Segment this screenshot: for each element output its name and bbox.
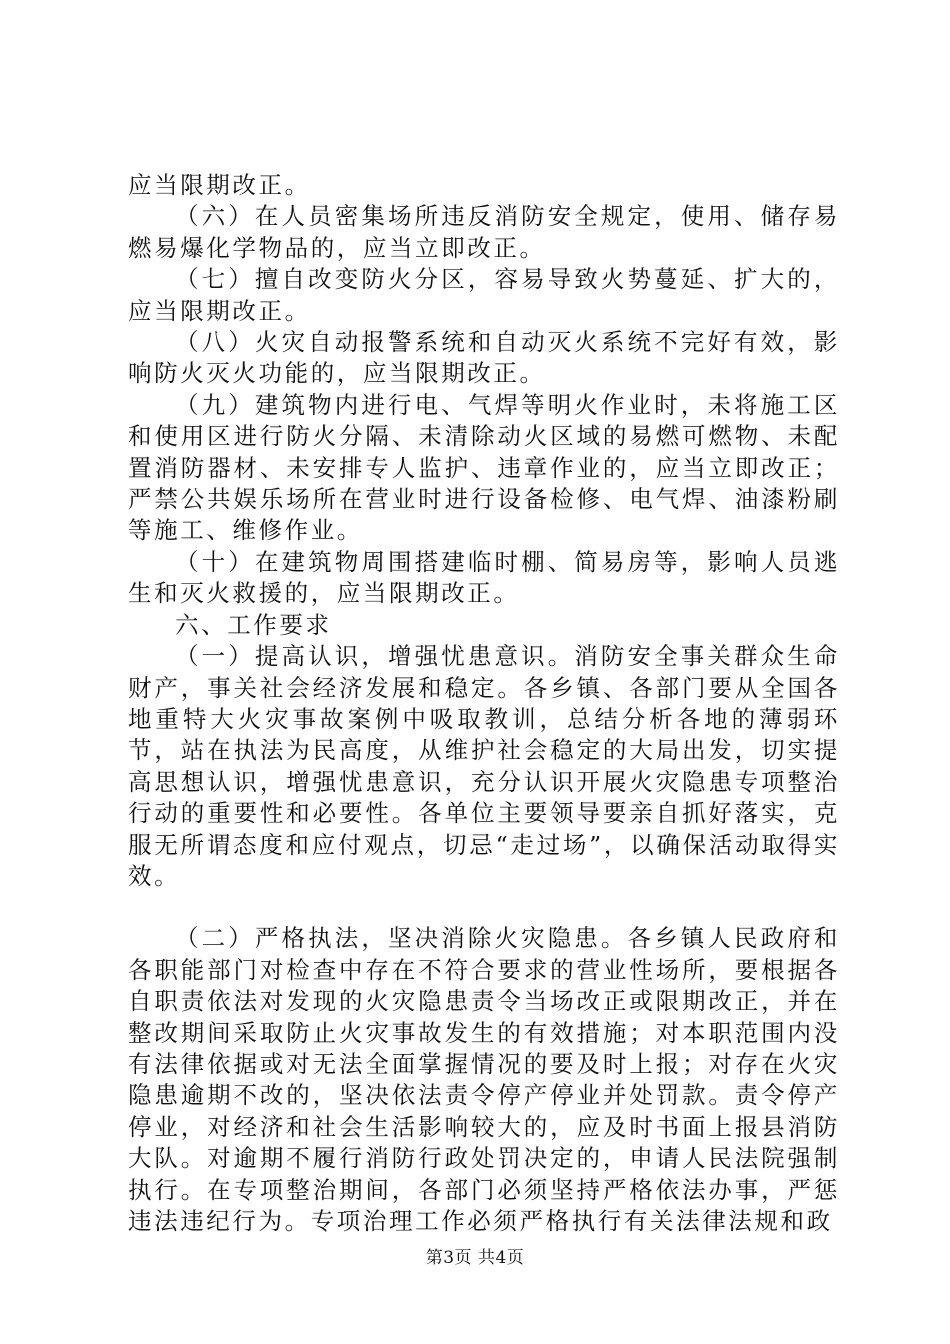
paragraph-item-9: （九）建筑物内进行电、气焊等明火作业时，未将施工区和使用区进行防火分隔、未清除动火区域的易燃可燃物、未配置消防器材、未安排专人监护、违章作业的，应当立即改正；严禁公共娱乐场所在营业时进行设备检修、电气焊、油漆粉刷等施工、维修作业。: [128, 390, 840, 545]
paragraph-item-8: （八）火灾自动报警系统和自动灭火系统不完好有效，影响防火灭火功能的，应当限期改正。: [128, 328, 840, 388]
paragraph-item-7: （七）擅自改变防火分区，容易导致火势蔓延、扩大的，应当限期改正。: [128, 265, 840, 325]
section-heading-work-requirements: 六、工作要求: [175, 610, 332, 639]
paragraph-requirement-1: （一）提高认识，增强忧患意识。消防安全事关群众生命财产，事关社会经济发展和稳定。各乡镇、各部门要从全国各地重特大火灾事故案例中吸取教训，总结分析各地的薄弱环节，站在执法为民高度，从维护社会稳定的大局出发，切实提高思想认识，增强忧患意识，充分认识开展火灾隐患专项整治行动的重要性和必要性。各单位主要领导要亲自抓好落实，克服无所谓态度和应付观点，切忌“走过场”，以确保活动取得实效。: [128, 642, 840, 890]
paragraph-item-6: （六）在人员密集场所违反消防安全规定，使用、储存易燃易爆化学物品的，应当立即改正。: [128, 202, 840, 262]
page-number-footer: 第3页 共4页: [425, 1248, 525, 1268]
paragraph-item-10: （十）在建筑物周围搭建临时棚、简易房等，影响人员逃生和灭火救援的，应当限期改正。: [128, 547, 840, 608]
paragraph-requirement-2: （二）严格执法，坚决消除火灾隐患。各乡镇人民政府和各职能部门对检查中存在不符合要求的营业性场所，要根据各自职责依法对发现的火灾隐患责令当场改正或限期改正，并在整改期间采取防止火灾事故发生的有效措施；对本职范围内没有法律依据或对无法全面掌握情况的要及时上报；对存在火灾隐患逾期不改的，坚决依法责令停产停业并处罚款。责令停产停业，对经济和社会生活影响较大的，应及时书面上报县消防大队。对逾期不履行消防行政处罚决定的，申请人民法院强制执行。在专项整治期间，各部门必须坚持严格依法办事，严惩违法违纪行为。专项治理工作必须严格执行有关法律法规和政: [128, 924, 840, 1235]
document-body: [128, 170, 840, 1237]
paragraph-continuation: 应当限期改正。: [128, 171, 311, 199]
